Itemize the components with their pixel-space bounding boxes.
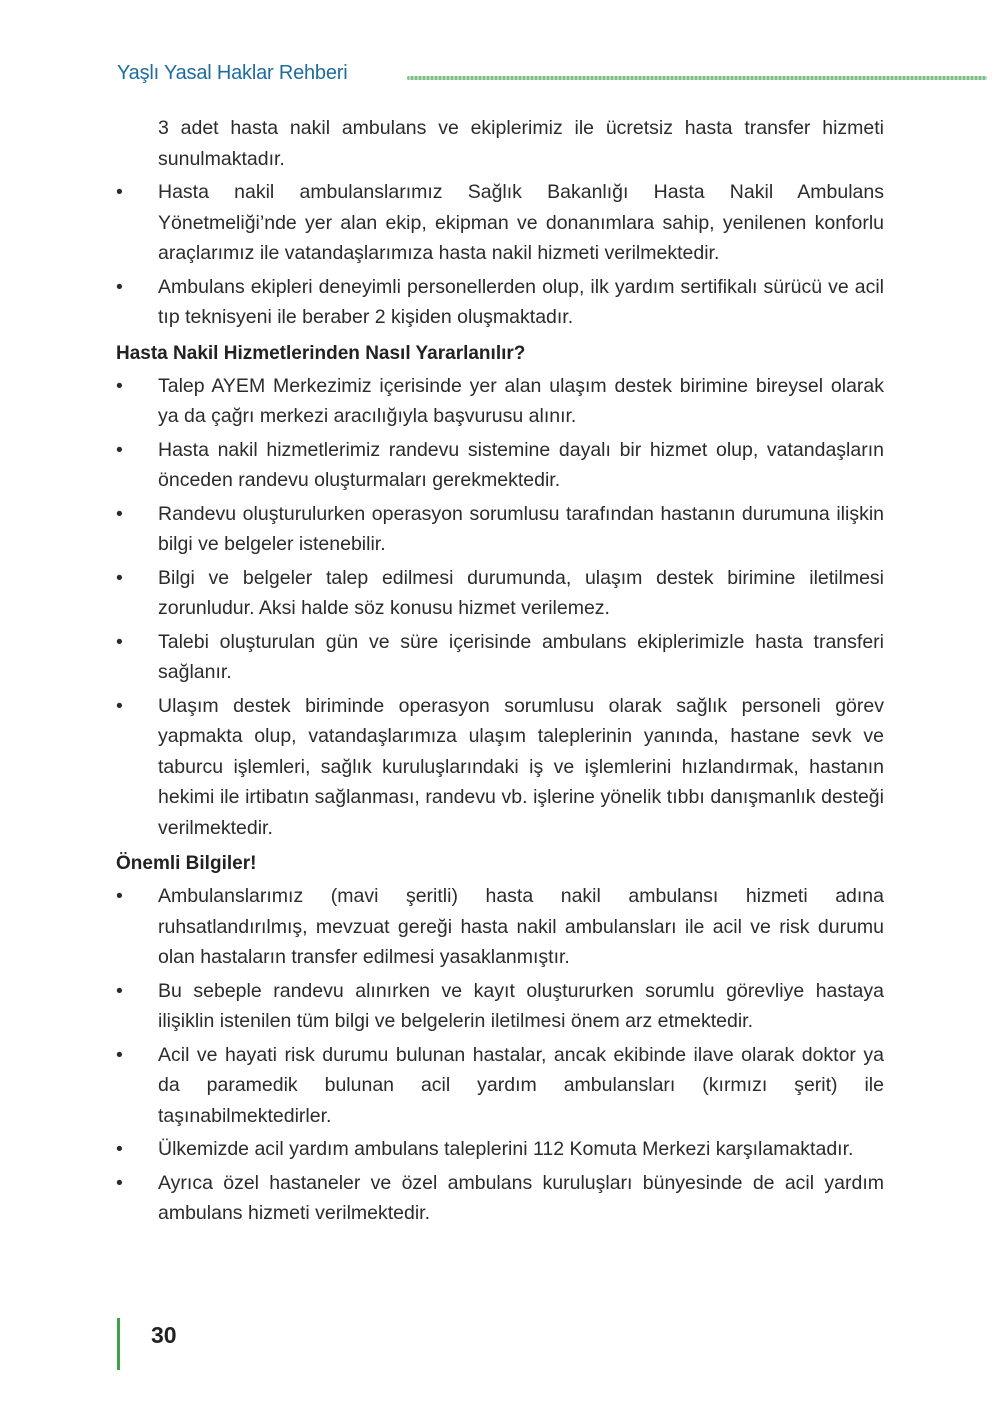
- list-item: [116, 627, 884, 688]
- bullet-icon: •: [116, 181, 123, 203]
- list-item-text: Ambulanslarımız (mavi şeritli) hasta nakil ambulansı hizmeti adına ruhsatlandırılmış, mevzuat gereği hasta nakil ambulansları ile acil ve risk durumu olan hastaların transfer edilmesi yasaklanmıştır.: [158, 885, 884, 968]
- bullet-icon: •: [116, 275, 123, 298]
- list-item: [116, 371, 884, 432]
- list-item-text: Bu sebeple randevu alınırken ve kayıt oluştururken sorumlu görevliye hastaya ilişiklin istenilen tüm bilgi ve belgelerin iletilmesi önem arz etmektedir.: [158, 979, 884, 1032]
- section-heading-onemli-bilgiler: Önemli Bilgiler!: [116, 853, 257, 874]
- list-item: [116, 1168, 884, 1229]
- list-item-text: Talep AYEM Merkezimiz içerisinde yer alan ulaşım destek birimine bireysel olarak ya da çağrı merkezi aracılığıyla başvurusu alınır.: [158, 374, 884, 427]
- footer-accent-bar: [117, 1318, 120, 1370]
- list-item: [116, 691, 884, 844]
- list-item-text: Ambulans ekipleri deneyimli personellerden olup, ilk yardım sertifikalı sürücü ve acil tıp teknisyeni ile beraber 2 kişiden oluşmaktadır.: [158, 275, 884, 328]
- list-item-text: Acil ve hayati risk durumu bulunan hastalar, ancak ekibinde ilave olarak doktor ya da paramedik bulunan acil yardım ambulansları (kırmızı şerit) ile taşınabilmektedirler.: [158, 1043, 884, 1127]
- page-content: [116, 113, 884, 1229]
- list-item-text: Bilgi ve belgeler talep edilmesi durumunda, ulaşım destek birimine iletilmesi zorunludur. Aksi halde söz konusu hizmet verilemez.: [158, 566, 884, 619]
- list-item: [116, 1040, 884, 1132]
- bullet-icon: •: [116, 1171, 123, 1194]
- section-heading-hasta-nakil: Hasta Nakil Hizmetlerinden Nasıl Yararlanılır?: [116, 342, 526, 364]
- list-item-text: Hasta nakil hizmetlerimiz randevu sistemine dayalı bir hizmet olup, vatandaşların önceden randevu oluşturmaları gerekmektedir.: [158, 438, 884, 491]
- list-item: [116, 499, 884, 560]
- list-item: [116, 1134, 884, 1165]
- list-item: [116, 881, 884, 973]
- bullet-icon: •: [116, 1138, 123, 1160]
- list-item: [116, 435, 884, 496]
- bullet-icon: •: [116, 979, 123, 1002]
- list-item: [116, 272, 884, 333]
- list-item-text: Ayrıca özel hastaneler ve özel ambulans kuruluşları bünyesinde de acil yardım ambulans hizmeti verilmektedir.: [158, 1171, 884, 1224]
- bullet-icon: •: [116, 885, 123, 907]
- bullet-icon: •: [116, 502, 123, 525]
- bullet-icon: •: [116, 694, 123, 717]
- list-item: [116, 563, 884, 624]
- bullet-icon: •: [116, 566, 123, 589]
- bullet-icon: •: [116, 374, 123, 397]
- list-item-text: Randevu oluşturulurken operasyon sorumlusu tarafından hastanın durumuna ilişkin bilgi ve belgeler istenebilir.: [158, 502, 884, 555]
- bullet-icon: •: [116, 438, 123, 461]
- list-item: [116, 976, 884, 1037]
- bullet-icon: •: [116, 630, 123, 653]
- intro-paragraph: 3 adet hasta nakil ambulans ve ekiplerimiz ile ücretsiz hasta transfer hizmeti sunulmaktadır.: [158, 117, 884, 170]
- list-item-text: Ülkemizde acil yardım ambulans taleplerini 112 Komuta Merkezi karşılamaktadır.: [158, 1138, 854, 1160]
- list-item-text: Talebi oluşturulan gün ve süre içerisinde ambulans ekiplerimizle hasta transferi sağlanır.: [158, 630, 884, 683]
- list-item: [116, 177, 884, 269]
- page-number: 30: [151, 1322, 177, 1348]
- list-item-text: Hasta nakil ambulanslarımız Sağlık Bakanlığı Hasta Nakil Ambulans Yönetmeliği’nde yer alan ekip, ekipman ve donanımlara sahip, yenilenen konforlu araçlarımız ile vatandaşlarımıza hasta nakil hizmeti verilmektedir.: [158, 181, 884, 264]
- list-item-text: Ulaşım destek biriminde operasyon sorumlusu olarak sağlık personeli görev yapmakta olup, vatandaşlarımıza ulaşım taleplerinin yanında, hastane sevk ve taburcu işlemleri, sağlık kuruluşlarındaki iş ve işlemlerini hızlandırmak, hastanın hekimi ile irtibatın sağlanması, randevu vb. işlerine yönelik tıbbı danışmanlık desteği verilmektedir.: [158, 694, 884, 839]
- bullet-icon: •: [116, 1043, 123, 1066]
- page-header: [117, 62, 987, 92]
- header-rule: [407, 76, 987, 80]
- header-title: Yaşlı Yasal Haklar Rehberi: [117, 62, 348, 84]
